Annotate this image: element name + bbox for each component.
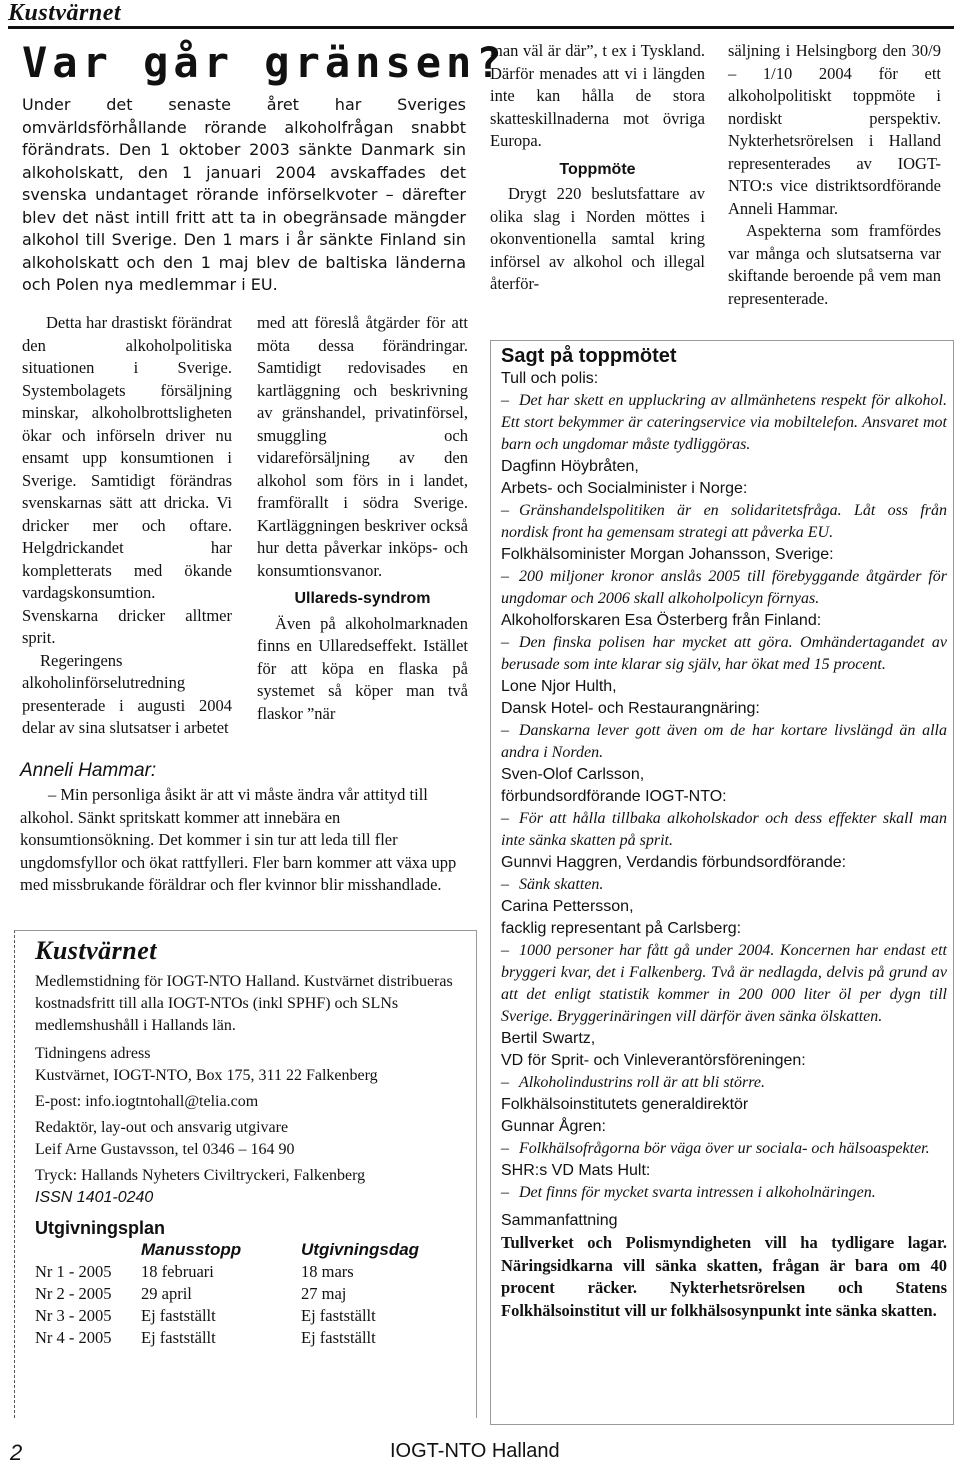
schedule-release: 27 maj	[301, 1284, 347, 1303]
quote-dash: –	[501, 722, 509, 739]
schedule-release: Ej fastställt	[301, 1306, 376, 1325]
speaker-quote	[501, 566, 947, 610]
schedule-release: 18 mars	[301, 1262, 354, 1281]
quote-text: Danskarna lever gott även om de har kortare livslängd än alla andra i Norden.	[501, 722, 947, 761]
quote-dash: –	[501, 1074, 509, 1091]
email-line: E-post: info.iogtntohall@telia.com	[35, 1093, 259, 1110]
article-column-4	[728, 40, 941, 310]
schedule-header: Utgivningsdag	[301, 1240, 420, 1259]
speaker-name: Gunnvi Haggren, Verdandis förbundsordförande:	[501, 854, 847, 871]
summary-title: Sammanfattning	[501, 1212, 618, 1229]
quote-dash: –	[501, 392, 509, 409]
article-column-1	[22, 312, 232, 740]
quote-dash: –	[501, 502, 509, 519]
schedule-release: Ej fastställt	[301, 1328, 376, 1347]
speaker-quote	[501, 632, 947, 676]
schedule-issue: Nr 3 - 2005	[35, 1306, 112, 1325]
speaker-quote	[501, 1072, 947, 1094]
article-column-2	[257, 312, 468, 725]
address: Kustvärnet, IOGT-NTO, Box 175, 311 22 Falkenberg	[35, 1067, 378, 1084]
publication-info-box	[14, 930, 477, 1418]
speaker-quote	[501, 390, 947, 456]
schedule-issue: Nr 1 - 2005	[35, 1262, 112, 1281]
quote-text: Gränshandelspolitiken är en solidaritetsfråga. Låt oss från nordisk front ha gemensam strategi att påverka EU.	[501, 502, 947, 541]
quote-text: 1000 personer har fått gå under 2004. Koncernen har endast ett bryggeri kvar, det i Falkenberg. Två är nedlagda, delvis på grund av att det enligt statistik kommer in 200 000 liter öl per dygn till Sverige. Bryggerinäringen vill därför även sänka ölskatten.	[501, 942, 947, 1025]
speaker-quote	[501, 874, 947, 896]
speaker-name: Bertil Swartz, VD för Sprit- och Vinleverantörsföreningen:	[501, 1030, 806, 1069]
schedule-issue: Nr 2 - 2005	[35, 1284, 112, 1303]
masthead-logo: Kustvärnet	[8, 0, 122, 26]
schedule-deadline: Ej fastställt	[141, 1306, 216, 1325]
editor-label: Redaktör, lay-out och ansvarig utgivare	[35, 1119, 289, 1136]
quote-dash: –	[501, 568, 509, 585]
quote-dash: –	[501, 876, 509, 893]
table-row	[35, 1261, 461, 1283]
table-row	[35, 1283, 461, 1305]
speaker-quote	[501, 940, 947, 1028]
editor: Leif Arne Gustavsson, tel 0346 – 164 90	[35, 1141, 295, 1158]
schedule-header: Manusstopp	[141, 1240, 242, 1259]
paragraph: man väl är där”, t ex i Tyskland. Därför menades att vi i längden inte kan hålla de stora skatteskillnaderna mot övriga Europa.	[490, 41, 705, 150]
paragraph: Detta har drastiskt förändrat den alkoholpolitiska situationen i Sverige. Systembolagets försäljning minskar, alkoholbrottsligheten ökar och införseln driver nu ensamt upp konsumtionen i Sverige. Samtidigt förändras svenskarnas sätt att dricka. Vi dricker mer och oftare. Helgdrickandet har kompletterats med ökande vardagskonsumtion. Svenskarna dricker alltmer sprit.	[22, 313, 232, 647]
quote-dash: –	[501, 1140, 509, 1157]
info-logo: Kustvärnet	[35, 936, 158, 965]
speaker-name: Folkhälsoinstitutets generaldirektör Gunnar Ågren:	[501, 1096, 749, 1135]
info-description: Medlemstidning för IOGT-NTO Halland. Kustvärnet distribueras kostnadsfritt till alla IOGT-NTOs (inkl SPHF) och SLNs medlemshushåll i Hallands län.	[35, 973, 453, 1034]
speaker-name: Tull och polis:	[501, 370, 599, 387]
page-number: 2	[10, 1440, 23, 1465]
issn: ISSN 1401-0240	[35, 1189, 154, 1206]
schedule-issue: Nr 4 - 2005	[35, 1328, 112, 1347]
quote-dash: –	[501, 942, 509, 959]
speaker-quote	[501, 1138, 947, 1160]
speaker-quote	[501, 1182, 947, 1204]
schedule-deadline: Ej fastställt	[141, 1328, 216, 1347]
schedule-table	[35, 1239, 461, 1349]
article-headline: Var går gränsen?	[22, 38, 507, 87]
paragraph: Regeringens alkoholinförselutredning presenterade i augusti 2004 delar av sina slutsatser i arbetet	[22, 650, 232, 737]
quote-text: Den finska polisen har mycket att göra. Omhändertagandet av berusade som inte klarar sig själv, har ökat med 15 procent.	[501, 634, 947, 673]
panel-title: Sagt på toppmötet	[501, 345, 677, 367]
quote-text: Sänk skatten.	[519, 876, 604, 893]
schedule-deadline: 18 februari	[141, 1262, 214, 1281]
summit-quotes-panel	[490, 340, 954, 1425]
paragraph: med att föreslå åtgärder för att möta dessa förändringar. Samtidigt redovisades en kartläggning och beskrivning av gränshandel, privatinförsel, smuggling och vidareförsäljning av den alkohol som förs in i landet, framförallt i södra Sverige. Kartläggningen beskriver också hur detta påverkar inköps- och konsumtionsvanor.	[257, 313, 468, 580]
quote-text: 200 miljoner kronor anslås 2005 till förebyggande åtgärder för ungdomar och 2006 skall alkoholpolicyn förnyas.	[501, 568, 947, 607]
table-row	[35, 1327, 461, 1349]
speaker-name: Lone Njor Hulth, Dansk Hotel- och Restaurangnäring:	[501, 678, 760, 717]
paragraph: Även på alkoholmarknaden finns en Ullaredseffekt. Istället för att köpa en flaska på systemet så köper man två flaskor ”när	[257, 613, 468, 723]
schedule-title: Utgivningsplan	[35, 1218, 165, 1238]
quote-text: Alkoholindustrins roll är att bli större.	[519, 1074, 765, 1091]
speaker-name: Sven-Olof Carlsson, förbundsordförande IOGT-NTO:	[501, 766, 727, 805]
subhead-ullared: Ullareds-syndrom	[294, 590, 431, 607]
article-lead: Under det senaste året har Sveriges omvärldsförhållande rörande alkoholfrågan snabbt förändrats. Den 1 oktober 2003 sänkte Danmark sin alkoholskatt, den 1 januari 2004 avskaffades det svenska undantaget rörande införselkvoter – därefter blev det näst intill fritt att ta in obegränsade mängder alkohol till Sverige. Den 1 mars i år sänkte Finland sin alkoholskatt och den 1 maj blev de baltiska länderna och Polen nya medlemmar i EU.	[22, 95, 466, 294]
summary-text: Tullverket och Polismyndigheten vill ha tydligare lagar. Näringsidkarna vill sänka skatten, frågan är bara om 40 procent räcker. Nykterhetsrörelsen och Statens Folkhälsoinstitut vill ur folkhälsosynpunkt inte sänka skatten.	[501, 1233, 947, 1320]
masthead-rule	[8, 26, 954, 29]
paragraph: Drygt 220 beslutsfattare av olika slag i Norden möttes i okonventionella samtal kring införsel av alkohol och illegal återför-	[490, 184, 705, 293]
speaker-quote	[501, 500, 947, 544]
speaker-name: Alkoholforskaren Esa Österberg från Finland:	[501, 612, 822, 629]
schedule-deadline: 29 april	[141, 1284, 192, 1303]
quote-text: Det har skett en uppluckring av allmänhetens respekt för alkohol. Ett stort bekymmer är cateringservice via mobiltelefon. Ansvaret mot barn och ungdomar måste tydliggöras.	[501, 392, 947, 453]
speaker-quote	[501, 720, 947, 764]
quote-text: Folkhälsofrågorna bör väga över ur sociala- och hälsoaspekter.	[519, 1140, 930, 1157]
schedule-header-row	[35, 1239, 461, 1261]
anneli-name: Anneli Hammar:	[20, 760, 157, 781]
paragraph: säljning i Helsingborg den 30/9 – 1/10 2004 för ett alkoholpolitiskt toppmöte i nordiskt perspektiv. Nykterhetsrörelsen i Halland representerades av IOGT-NTO:s vice distriktsordförande Anneli Hammar.	[728, 41, 941, 218]
quote-dash: –	[501, 634, 509, 651]
quote-dash: –	[501, 810, 509, 827]
anneli-quote-box	[14, 760, 476, 897]
quote-dash: –	[501, 1184, 509, 1201]
speaker-quote	[501, 808, 947, 852]
schedule-header	[35, 1239, 141, 1261]
paragraph: Aspekterna som framfördes var många och slutsatserna var skiftande beroende på vem man representerade.	[728, 221, 941, 308]
quote-list	[501, 368, 947, 1204]
quote-text: Det finns för mycket svarta intressen i alkoholnäringen.	[519, 1184, 876, 1201]
footer-org: IOGT-NTO Halland	[390, 1440, 560, 1462]
anneli-quote-text: – Min personliga åsikt är att vi måste ändra vår attityd till alkohol. Sänkt spritskatt kommer att innebära en konsumtionsökning. Det kommer i sin tur att leda till fler ungdomsfyllor och ökat rattfylleri. Fler barn kommer att växa upp med missbrukande föräldrar och fler kvinnor blir misshandlade.	[20, 785, 457, 894]
address-label: Tidningens adress	[35, 1045, 151, 1062]
speaker-name: Carina Pettersson, facklig representant på Carlsberg:	[501, 898, 742, 937]
table-row	[35, 1305, 461, 1327]
speaker-name: Folkhälsominister Morgan Johansson, Sverige:	[501, 546, 834, 563]
speaker-name: Dagfinn Höybråten, Arbets- och Socialminister i Norge:	[501, 458, 748, 497]
print-line: Tryck: Hallands Nyheters Civiltryckeri, Falkenberg	[35, 1167, 366, 1184]
subhead-toppmote: Toppmöte	[559, 160, 636, 178]
quote-text: För att hålla tillbaka alkoholskador och dess effekter skall man inte sänka skatten på sprit.	[501, 810, 947, 849]
article-column-3	[490, 40, 705, 296]
speaker-name: SHR:s VD Mats Hult:	[501, 1162, 651, 1179]
